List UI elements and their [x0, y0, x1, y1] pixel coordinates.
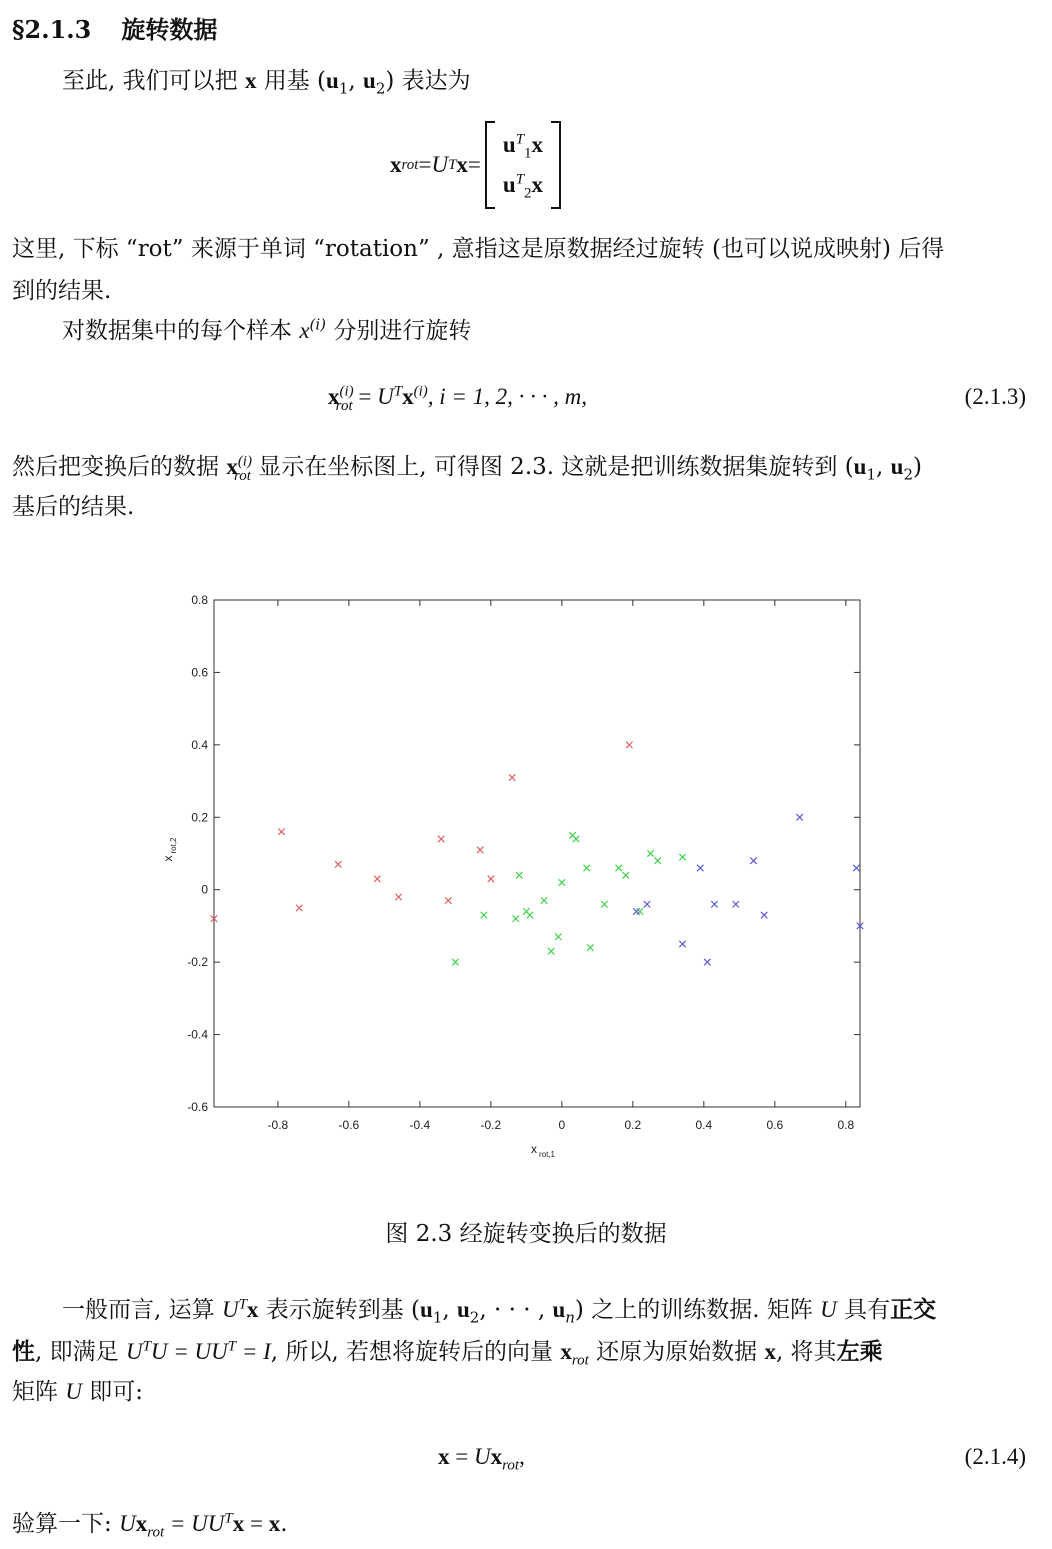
- column-matrix: [481, 125, 565, 205]
- data-point-marker: [555, 934, 561, 940]
- data-point-marker: [623, 872, 629, 878]
- x-tick-label: 0.8: [837, 1118, 855, 1132]
- data-point-marker: [583, 865, 589, 871]
- data-point-marker: [278, 829, 284, 835]
- text: ) 表达为: [385, 68, 471, 94]
- matrix-row-1: $u^T_1x$: [502, 131, 544, 162]
- text: ,: [348, 68, 364, 94]
- paragraph-explanation-line1: 这里, 下标 “rot” 来源于单词 “rotation” , 意指这是原数据经过旋转 (也可以说成映射) 后得: [12, 236, 945, 262]
- y-tick-label: 0.2: [191, 810, 208, 825]
- paragraph-general-line1: 一般而言, 运算 $U^Tx$ 表示旋转到基 ($u_1$, $u_2$, · · · , $u_n$) 之上的训练数据. 矩阵 U 具有正交: [62, 1296, 937, 1327]
- data-point-marker: [601, 901, 607, 907]
- data-point-marker: [761, 912, 767, 918]
- data-point-marker: [488, 876, 494, 882]
- data-point-marker: [587, 944, 593, 950]
- x-tick-label: -0.6: [338, 1118, 360, 1132]
- text: 用基 (: [256, 68, 327, 94]
- data-point-marker: [559, 879, 565, 885]
- y-tick-label: 0.8: [191, 593, 208, 607]
- data-point-marker: [541, 897, 547, 903]
- equation-number-2-1-4: (2.1.4): [964, 1444, 1026, 1469]
- x-tick-label: 0: [558, 1118, 566, 1132]
- data-point-marker: [644, 901, 650, 907]
- y-tick-label: 0.4: [191, 737, 208, 752]
- data-point-marker: [395, 894, 401, 900]
- data-point-marker: [733, 901, 739, 907]
- data-point-marker: [853, 865, 859, 871]
- data-point-marker: [573, 836, 579, 842]
- equation-2-1-3: $x^{(i)}_{rot} = U^Tx^{(i)}$, i = 1, 2, · · · , m,: [328, 383, 588, 414]
- y-tick-label: 0.6: [191, 665, 208, 680]
- section-number: §2.1.3: [12, 15, 92, 44]
- math-sub: 1: [338, 79, 349, 98]
- data-point-marker: [615, 865, 621, 871]
- math-x: x: [456, 152, 468, 177]
- data-point-marker: [711, 901, 717, 907]
- data-point-marker: [335, 861, 341, 867]
- data-point-marker: [374, 876, 380, 882]
- data-point-marker: [452, 959, 458, 965]
- text: =: [418, 152, 432, 177]
- figure-caption: 图 2.3 经旋转变换后的数据: [385, 1221, 667, 1247]
- math-sup: (i): [309, 315, 327, 334]
- data-point-marker: [697, 865, 703, 871]
- data-point-marker: [654, 858, 660, 864]
- paragraph-each-sample: [62, 316, 471, 346]
- math-x: x: [299, 318, 310, 343]
- data-point-marker: [296, 905, 302, 911]
- data-point-marker: [679, 941, 685, 947]
- x-tick-label: 0.2: [624, 1118, 642, 1132]
- y-axis-label: x: [161, 855, 175, 862]
- equation-number-2-1-3: (2.1.3): [964, 384, 1026, 409]
- left-bracket: [485, 121, 495, 209]
- paragraph-explanation-line2: 到的结果.: [12, 278, 112, 304]
- data-point-marker: [633, 908, 639, 914]
- paragraph-general-line2: 性, 即满足 $U^TU = UU^T = I$, 所以, 若想将旋转后的向量 $x_{rot}$ 还原为原始数据 x, 将其左乘: [12, 1338, 883, 1369]
- data-point-marker: [516, 872, 522, 878]
- math-sub: 2: [375, 79, 386, 98]
- x-tick-label: -0.4: [409, 1118, 431, 1132]
- plot-frame: [214, 600, 860, 1107]
- right-bracket: [551, 121, 561, 209]
- data-point-marker: [637, 908, 643, 914]
- data-point-marker: [548, 948, 554, 954]
- data-point-marker: [481, 912, 487, 918]
- x-tick-label: -0.2: [480, 1118, 502, 1132]
- term-orthogonal: 正交: [890, 1296, 937, 1323]
- equation-2-1-4: $x = Ux_{rot}$,: [438, 1444, 525, 1474]
- x-tick-label: 0.6: [766, 1118, 784, 1132]
- paragraph-display-line1: 然后把变换后的数据 $x^{(i)}_{rot}$ 显示在坐标图上, 可得图 2.3. 这就是把训练数据集旋转到 ($u_1$, $u_2$): [12, 453, 922, 484]
- text: 分别进行旋转: [326, 318, 472, 344]
- y-axis-label-sub: rot,2: [169, 837, 178, 854]
- data-point-marker: [527, 912, 533, 918]
- text: 对数据集中的每个样本: [62, 318, 300, 344]
- data-point-marker: [626, 742, 632, 748]
- x-tick-label: 0.4: [695, 1118, 713, 1132]
- data-point-marker: [445, 897, 451, 903]
- x-tick-label: -0.8: [267, 1118, 289, 1132]
- math-U: U: [431, 152, 449, 177]
- x-axis-label: x: [531, 1142, 537, 1156]
- paragraph-intro: [62, 66, 471, 96]
- data-point-marker: [647, 850, 653, 856]
- y-tick-label: -0.2: [187, 955, 208, 970]
- data-point-marker: [796, 814, 802, 820]
- paragraph-verification: 验算一下: $Ux_{rot} = UU^Tx = x$.: [12, 1510, 288, 1541]
- y-tick-label: -0.6: [187, 1100, 208, 1114]
- term-left-multiply: 左乘: [836, 1338, 883, 1365]
- section-heading: [12, 10, 217, 45]
- paragraph-general-line3: 矩阵 U 即可:: [12, 1379, 143, 1405]
- math-u: u: [326, 68, 339, 93]
- data-point-marker: [477, 847, 483, 853]
- data-point-marker: [704, 959, 710, 965]
- y-tick-label: 0: [201, 882, 208, 897]
- data-point-marker: [509, 774, 515, 780]
- math-u: u: [363, 68, 376, 93]
- text: 至此, 我们可以把: [62, 68, 245, 94]
- paragraph-display-line2: 基后的结果.: [12, 494, 135, 520]
- x-axis-label-sub: rot,1: [539, 1150, 556, 1159]
- data-point-marker: [438, 836, 444, 842]
- math-x: x: [390, 152, 402, 177]
- data-point-marker: [750, 858, 756, 864]
- section-title: 旋转数据: [121, 15, 218, 44]
- scatter-chart: [150, 585, 890, 1165]
- math-x: x: [244, 68, 257, 93]
- matrix-row-2: $u^T_2x$: [502, 171, 544, 202]
- data-point-marker: [513, 915, 519, 921]
- equation-rotation-matrix: x rot = U T x = $u^T_1x$ $u^T_2x$: [390, 124, 565, 206]
- y-tick-label: -0.4: [187, 1027, 208, 1042]
- text: =: [467, 152, 481, 177]
- data-point-marker: [679, 854, 685, 860]
